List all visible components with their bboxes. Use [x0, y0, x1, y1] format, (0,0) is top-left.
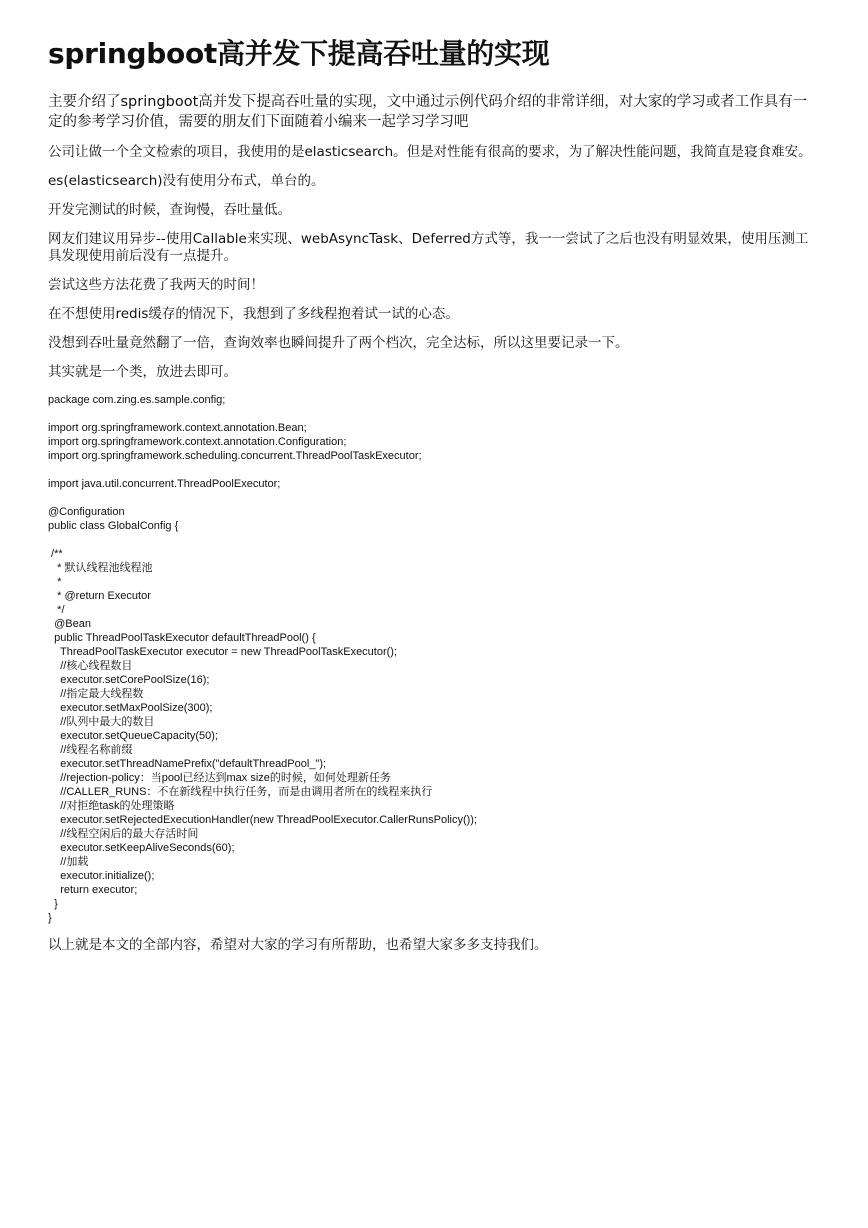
- body-paragraphs: [48, 144, 820, 381]
- code-line: //rejection-policy：当pool已经达到max size的时候，如何处理新任务: [48, 772, 391, 784]
- code-line: //CALLER_RUNS：不在新线程中执行任务，而是由调用者所在的线程来执行: [48, 786, 433, 798]
- code-line: //对拒绝task的处理策略: [48, 800, 175, 812]
- code-line: //核心线程数目: [48, 660, 133, 672]
- code-line: //线程名称前缀: [48, 744, 133, 756]
- code-line: */: [48, 604, 65, 616]
- code-line: executor.setRejectedExecutionHandler(new ThreadPoolExecutor.CallerRunsPolicy());: [48, 814, 478, 826]
- paragraph: 其实就是一个类，放进去即可。: [48, 364, 237, 380]
- closing-paragraph: 以上就是本文的全部内容，希望对大家的学习有所帮助，也希望大家多多支持我们。: [48, 937, 548, 953]
- code-line: @Configuration: [48, 506, 125, 518]
- code-line: executor.initialize();: [48, 870, 155, 882]
- code-line: [48, 463, 820, 477]
- code-line: public class GlobalConfig {: [48, 520, 179, 532]
- code-line: [48, 533, 820, 547]
- code-line: executor.setMaxPoolSize(300);: [48, 702, 213, 714]
- code-line: //线程空闲后的最大存活时间: [48, 828, 199, 840]
- code-line: import org.springframework.context.annotation.Configuration;: [48, 436, 347, 448]
- code-line: ThreadPoolTaskExecutor executor = new ThreadPoolTaskExecutor();: [48, 646, 398, 658]
- paragraph: 网友们建议用异步--使用Callable来实现、webAsyncTask、Deferred方式等，我一一尝试了之后也没有明显效果，使用压测工具发现使用前后没有一点提升。: [48, 231, 809, 264]
- code-line: //加载: [48, 856, 89, 868]
- code-line: import java.util.concurrent.ThreadPoolExecutor;: [48, 478, 281, 490]
- code-line: return executor;: [48, 884, 138, 896]
- paragraph: es(elasticsearch)没有使用分布式，单台的。: [48, 173, 325, 189]
- code-line: /**: [48, 548, 63, 560]
- code-line: executor.setThreadNamePrefix("defaultThreadPool_");: [48, 758, 327, 770]
- code-line: *: [48, 576, 62, 588]
- code-line: }: [48, 912, 52, 924]
- code-line: public ThreadPoolTaskExecutor defaultThreadPool() {: [48, 632, 316, 644]
- code-line: executor.setQueueCapacity(50);: [48, 730, 218, 742]
- paragraph: 公司让做一个全文检索的项目，我使用的是elasticsearch。但是对性能有很高的要求，为了解决性能问题，我简直是寝食难安。: [48, 144, 812, 160]
- summary-paragraph: 主要介绍了springboot高并发下提高吞吐量的实现，文中通过示例代码介绍的非常详细，对大家的学习或者工作具有一定的参考学习价值，需要的朋友们下面随着小编来一起学习学习吧: [48, 94, 808, 130]
- code-line: * @return Executor: [48, 590, 151, 602]
- paragraph: 开发完测试的时候，查询慢，吞吐量低。: [48, 202, 291, 218]
- document-page: [48, 36, 820, 954]
- code-line: [48, 407, 820, 421]
- code-line: package com.zing.es.sample.config;: [48, 394, 226, 406]
- code-line: //队列中最大的数目: [48, 716, 155, 728]
- code-line: //指定最大线程数: [48, 688, 144, 700]
- code-line: [48, 491, 820, 505]
- code-block: [48, 393, 820, 925]
- code-line: executor.setCorePoolSize(16);: [48, 674, 210, 686]
- page-title: springboot高并发下提高吞吐量的实现: [48, 37, 550, 70]
- code-line: import org.springframework.scheduling.concurrent.ThreadPoolTaskExecutor;: [48, 450, 422, 462]
- paragraph: 在不想使用redis缓存的情况下，我想到了多线程抱着试一试的心态。: [48, 306, 459, 322]
- code-line: @Bean: [48, 618, 91, 630]
- code-line: }: [48, 898, 58, 910]
- paragraph: 没想到吞吐量竟然翻了一倍，查询效率也瞬间提升了两个档次，完全达标，所以这里要记录一下。: [48, 335, 629, 351]
- code-line: executor.setKeepAliveSeconds(60);: [48, 842, 235, 854]
- code-line: * 默认线程池线程池: [48, 562, 153, 574]
- paragraph: 尝试这些方法花费了我两天的时间！: [48, 277, 264, 293]
- code-line: import org.springframework.context.annotation.Bean;: [48, 422, 307, 434]
